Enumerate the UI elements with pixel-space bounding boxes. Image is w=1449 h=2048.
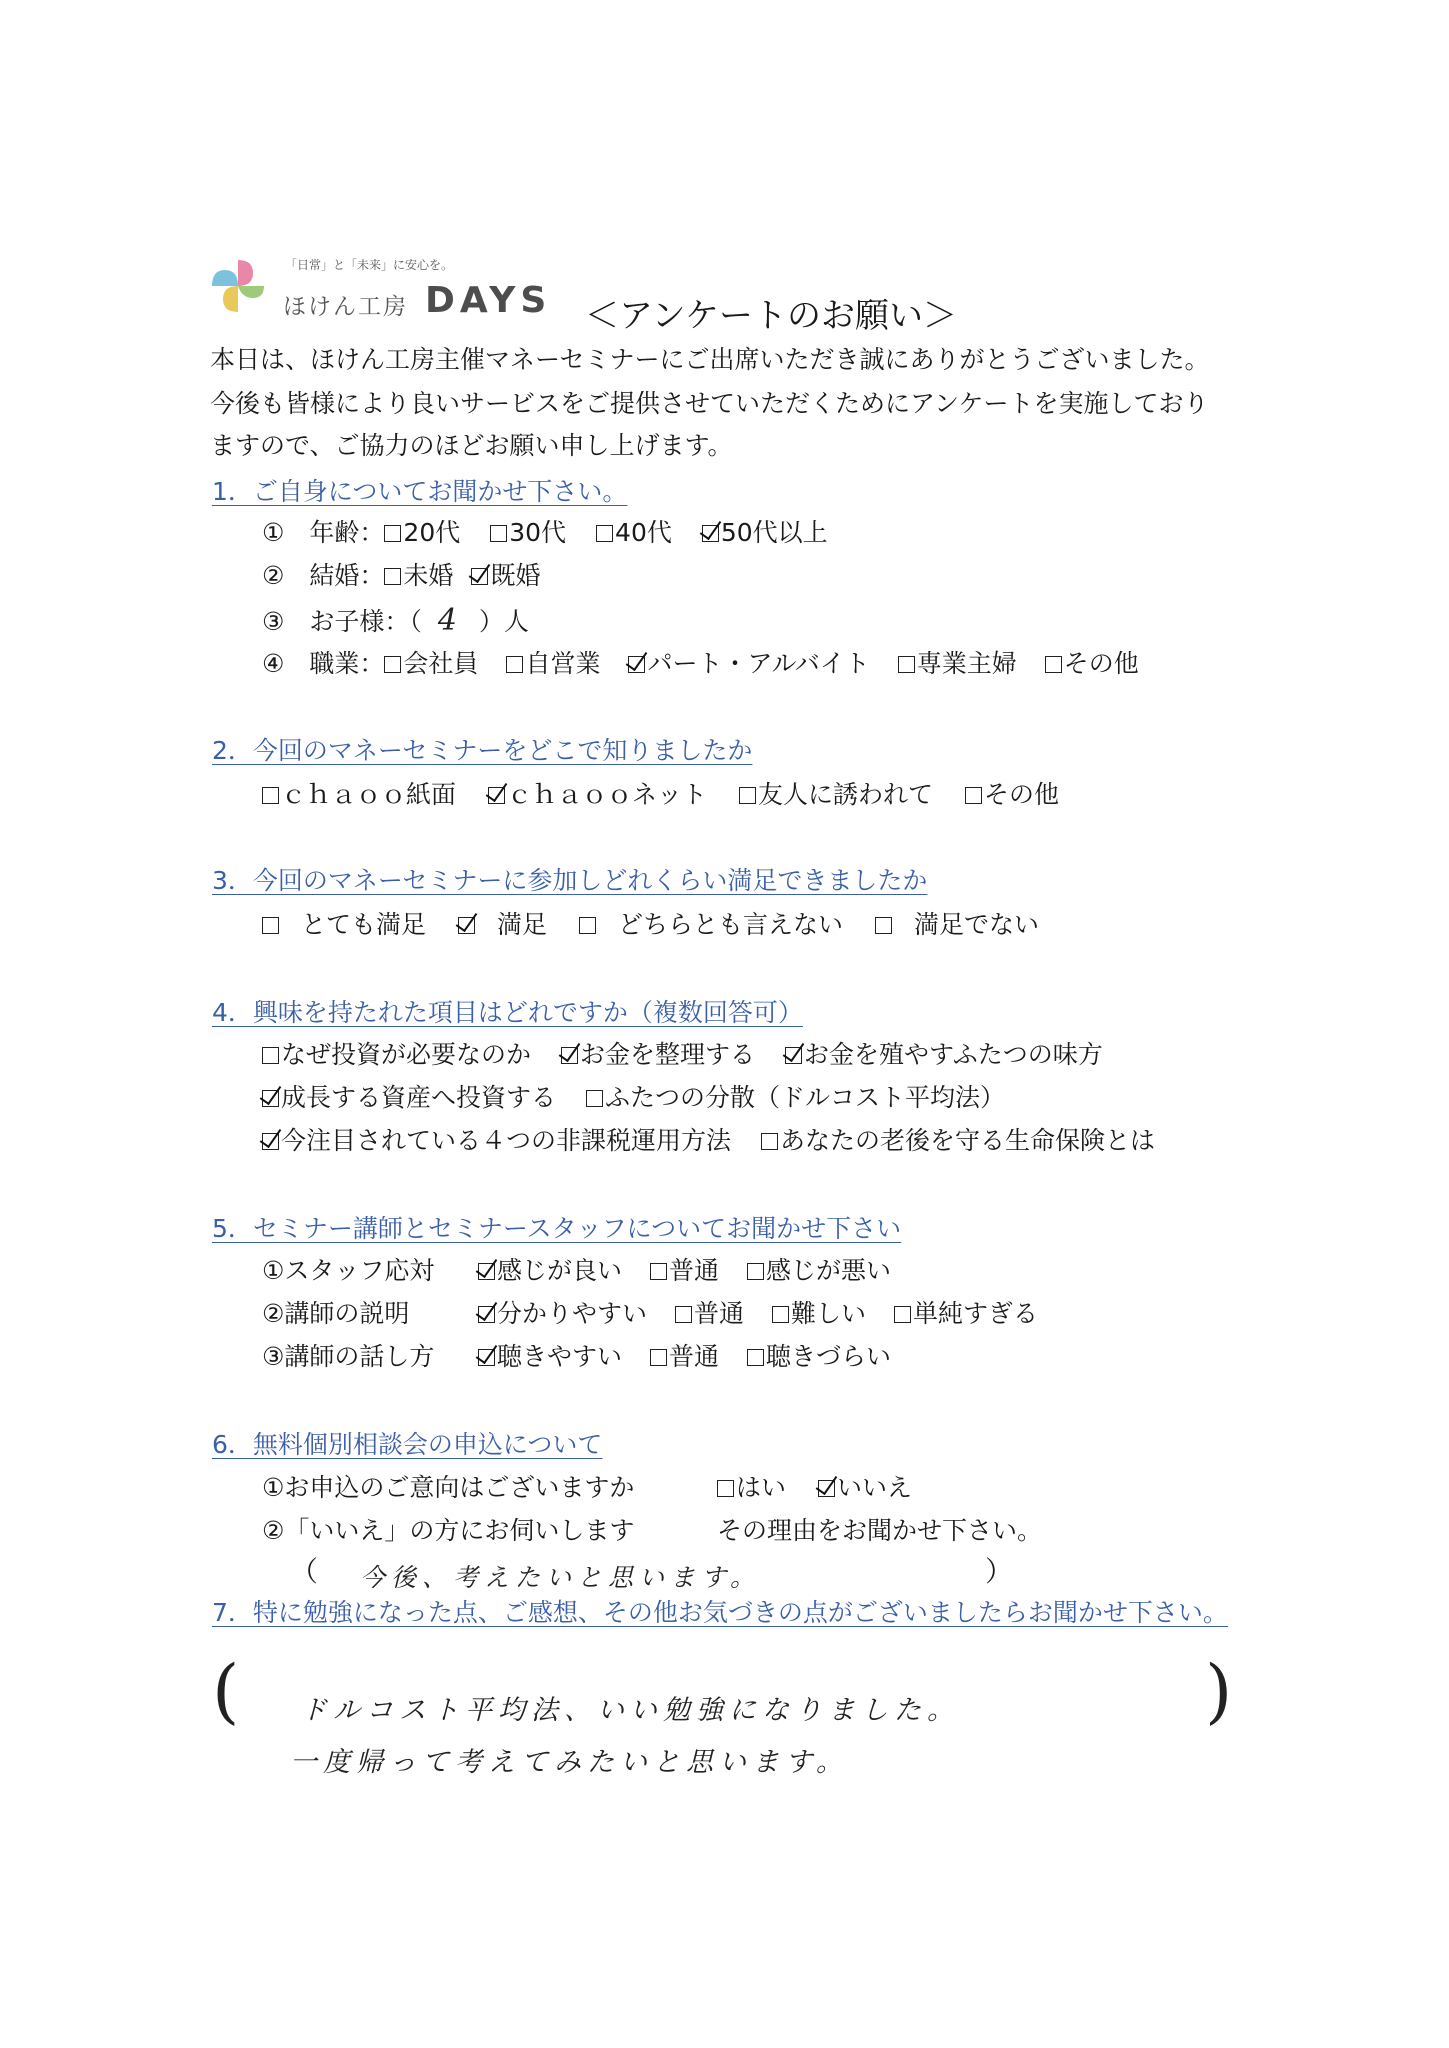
q1-job-row [262,651,1167,676]
checkbox-option[interactable] [478,1258,622,1283]
checkbox-label: 既婚 [490,561,541,590]
checkbox-option[interactable] [761,1128,1155,1153]
intro-line-3: ますので、ご協力のほどお願い申し上げます。 [210,431,733,460]
checkbox-option[interactable] [506,651,600,676]
tagline: 「日常」と「未来」に安心を。 [285,258,454,272]
checkbox-label: 今注目されている４つの非課税運用方法 [281,1126,732,1155]
checkbox-label: なぜ投資が必要なのか [281,1040,532,1069]
checkbox-option[interactable] [488,782,707,807]
q4-row-1 [262,1042,1133,1067]
intro-line-2: 今後も皆様により良いサービスをご提供させていただくためにアンケートを実施しており [210,389,1209,418]
checkbox-option[interactable] [747,1258,891,1283]
checkbox-option[interactable] [384,563,453,588]
q5-row-3-label: ③講師の話し方 [262,1342,435,1371]
checkbox-label: 30代 [509,518,567,547]
q1-age-options [384,518,857,547]
checkbox-option[interactable] [1045,651,1139,676]
checkbox-option[interactable] [596,520,672,545]
q7-title-text: 7．特に勉強になった点、ご感想、その他お気づきの点がございましたらお聞かせ下さい。 [212,1598,1228,1627]
checkbox-icon[interactable] [586,1090,603,1107]
checkbox-label: 未婚 [403,561,454,590]
q1-marriage-options [384,561,558,590]
q4-title [212,1000,803,1025]
checkbox-label: 50代以上 [720,518,828,547]
q5-row-2-label: ②講師の説明 [262,1299,410,1328]
q6-handwritten-reason: 今後、考えたいと思います。 [360,1563,762,1592]
checkbox-option[interactable] [561,1042,755,1067]
checkbox-option[interactable] [785,1042,1103,1067]
q6-title-text: 6．無料個別相談会の申込について [212,1430,603,1459]
checkbox-icon[interactable] [384,656,401,673]
q1-marriage-row [262,563,558,588]
checkbox-option[interactable] [772,1301,866,1326]
checkbox-option[interactable] [898,651,1017,676]
q6-reason-close-paren: ） [985,1555,1014,1588]
q1-age-label: ① 年齢： [262,518,385,547]
checkbox-option[interactable] [650,1344,719,1369]
checkbox-label: どちらとも言えない [618,910,844,939]
checkbox-option[interactable] [262,912,426,937]
q1-children-label: ③ お子様：（ [262,607,422,636]
checkbox-option[interactable] [650,1258,719,1283]
checkbox-icon[interactable] [875,917,892,934]
q4-row-3-options [262,1126,1185,1155]
checked-box-icon[interactable] [458,917,475,934]
q3-options [262,910,1071,939]
q1-children-value: 4 [437,603,463,638]
checkbox-option[interactable] [262,1128,731,1153]
checkbox-label: はい [736,1473,787,1502]
checkbox-label: 難しい [791,1299,867,1328]
checkbox-label: 20代 [403,518,461,547]
checkbox-label: 会社員 [403,649,479,678]
q1-title-text: 1．ご自身についてお聞かせ下さい。 [212,477,628,506]
q6-row-1 [262,1475,944,1500]
q6-title [212,1432,602,1457]
q4-row-2 [262,1085,1035,1110]
checkbox-option[interactable] [717,1475,786,1500]
checked-box-icon[interactable] [488,787,505,804]
q4-title-text: 4．興味を持たれた項目はどれですか（複数回答可） [212,998,803,1027]
checkbox-icon[interactable] [739,787,756,804]
checkbox-label: 専業主婦 [916,649,1017,678]
checkbox-option[interactable] [384,520,460,545]
checkbox-icon[interactable] [650,1263,667,1280]
q1-job-options [384,649,1166,678]
q5-row-3-options [478,1342,919,1371]
checkbox-option[interactable] [747,1344,891,1369]
checkbox-icon[interactable] [675,1306,692,1323]
checkbox-option[interactable] [818,1475,912,1500]
checkbox-icon[interactable] [384,568,401,585]
checked-box-icon[interactable] [262,1090,279,1107]
q5-title-text: 5．セミナー講師とセミナースタッフについてお聞かせ下さい [212,1214,902,1243]
q6-row-2 [262,1518,1042,1543]
q1-marriage-label: ② 結婚： [262,561,385,590]
page-title: ＜アンケートのお願い＞ [585,296,957,336]
checkbox-option[interactable] [894,1301,1038,1326]
checkbox-option[interactable] [262,782,456,807]
q4-row-3 [262,1128,1185,1153]
checked-box-icon[interactable] [262,1133,279,1150]
checkbox-label: あなたの老後を守る生命保険とは [780,1126,1156,1155]
checkbox-icon[interactable] [747,1263,764,1280]
q3-options-row [262,912,1071,937]
checkbox-icon[interactable] [262,917,279,934]
checkbox-icon[interactable] [717,1480,734,1497]
q5-row-2-options [478,1299,1066,1328]
checkbox-icon[interactable] [262,1047,279,1064]
checkbox-icon[interactable] [761,1133,778,1150]
checkbox-label: いいえ [837,1473,913,1502]
checkbox-icon[interactable] [747,1349,764,1366]
q2-title [212,738,752,763]
checkbox-label: お金を殖やすふたつの味方 [804,1040,1103,1069]
q3-title-text: 3．今回のマネーセミナーに参加しどれくらい満足できましたか [212,866,928,895]
q1-age-row [262,520,858,545]
checkbox-option[interactable] [490,520,566,545]
checkbox-label: 感じが良い [497,1256,623,1285]
checked-box-icon[interactable] [818,1480,835,1497]
checkbox-label: 分かりやすい [497,1299,648,1328]
checkbox-label: 普通 [694,1299,745,1328]
checked-box-icon[interactable] [478,1306,495,1323]
q7-open-paren: ( [212,1650,240,1732]
checkbox-label: 普通 [669,1256,720,1285]
q1-children-suffix: ）人 [478,607,529,636]
checkbox-icon[interactable] [579,917,596,934]
checked-box-icon[interactable] [785,1047,802,1064]
q5-row-3 [262,1344,919,1369]
checkbox-option[interactable] [875,912,1039,937]
checkbox-label: 友人に誘われて [758,780,934,809]
q2-options-row [262,782,1091,807]
intro-line-1: 本日は、ほけん工房主催マネーセミナーにご出席いただき誠にありがとうございました。 [210,345,1210,374]
checkbox-label: 自営業 [525,649,601,678]
checkbox-label: 聴きづらい [766,1342,892,1371]
q7-title [212,1600,1228,1625]
checked-box-icon[interactable] [478,1349,495,1366]
checkbox-option[interactable] [478,1301,647,1326]
checkbox-label: 感じが悪い [766,1256,892,1285]
checkbox-option[interactable] [579,912,843,937]
checkbox-label: ｃｈａｏｏネット [507,780,708,809]
q7-close-paren: ) [1205,1650,1233,1732]
q5-title [212,1216,901,1241]
checkbox-label: 満足 [497,910,548,939]
logo [208,258,278,318]
q5-row-1 [262,1258,919,1283]
q1-job-label: ④ 職業： [262,649,385,678]
checkbox-icon[interactable] [894,1306,911,1323]
pinwheel-logo-icon [208,258,278,318]
checkbox-option[interactable] [262,1085,556,1110]
q6-row-2-label: ②「いいえ」の方にお伺いします [262,1516,635,1545]
checkbox-option[interactable] [739,782,933,807]
checkbox-option[interactable] [384,651,478,676]
checkbox-label: 40代 [615,518,672,547]
checkbox-label: 満足でない [914,910,1040,939]
checkbox-option[interactable] [965,782,1059,807]
checked-box-icon[interactable] [702,525,719,542]
checkbox-label: その他 [1063,649,1139,678]
q4-row-1-options [262,1040,1133,1069]
checkbox-icon[interactable] [965,787,982,804]
logo-days: DAYS [425,280,552,321]
q3-title [212,868,927,893]
q4-row-2-options [262,1083,1035,1112]
q6-row-2-prompt: その理由をお聞かせ下さい。 [717,1516,1043,1545]
checkbox-icon[interactable] [596,525,613,542]
checkbox-icon[interactable] [898,656,915,673]
checked-box-icon[interactable] [478,1263,495,1280]
checkbox-icon[interactable] [772,1306,789,1323]
checked-box-icon[interactable] [471,568,488,585]
checkbox-option[interactable] [628,651,869,676]
checkbox-label: とても満足 [301,910,427,939]
q2-options [262,780,1091,809]
checkbox-icon[interactable] [650,1349,667,1366]
q7-handwritten-line-1: ドルコスト平均法、いい勉強になりました。 [300,1695,960,1726]
q7-handwritten-line-2: 一度帰って考えてみたいと思います。 [290,1747,849,1778]
checkbox-icon[interactable] [262,787,279,804]
q6-reason-open-paren: （ [290,1555,319,1588]
checkbox-option[interactable] [458,912,547,937]
checkbox-icon[interactable] [490,525,507,542]
logo-text: ほけん工房 [283,294,408,320]
checked-box-icon[interactable] [561,1047,578,1064]
checkbox-option[interactable] [586,1085,1005,1110]
checkbox-option[interactable] [471,563,540,588]
checkbox-option[interactable] [478,1344,622,1369]
q5-row-1-label: ①スタッフ応対 [262,1256,435,1285]
checkbox-option[interactable] [675,1301,744,1326]
checked-box-icon[interactable] [628,656,645,673]
checkbox-label: その他 [984,780,1060,809]
checkbox-label: 普通 [669,1342,720,1371]
checkbox-label: 成長する資産へ投資する [281,1083,557,1112]
checkbox-label: パート・アルバイト [647,649,870,678]
checkbox-label: 単純すぎる [913,1299,1039,1328]
checkbox-option[interactable] [702,520,828,545]
q1-title [212,479,627,504]
q6-row-1-options [717,1473,944,1502]
checkbox-icon[interactable] [384,525,401,542]
checkbox-label: 聴きやすい [497,1342,623,1371]
checkbox-label: ｃｈａｏｏ紙面 [281,780,457,809]
checkbox-option[interactable] [262,1042,531,1067]
checkbox-icon[interactable] [1045,656,1062,673]
q6-row-1-label: ①お申込のご意向はございますか [262,1473,635,1502]
checkbox-label: お金を整理する [580,1040,756,1069]
q5-row-2 [262,1301,1066,1326]
checkbox-label: ふたつの分散（ドルコスト平均法） [605,1083,1006,1112]
q1-children-row [262,603,529,638]
q5-row-1-options [478,1256,919,1285]
q2-title-text: 2．今回のマネーセミナーをどこで知りましたか [212,736,753,765]
checkbox-icon[interactable] [506,656,523,673]
